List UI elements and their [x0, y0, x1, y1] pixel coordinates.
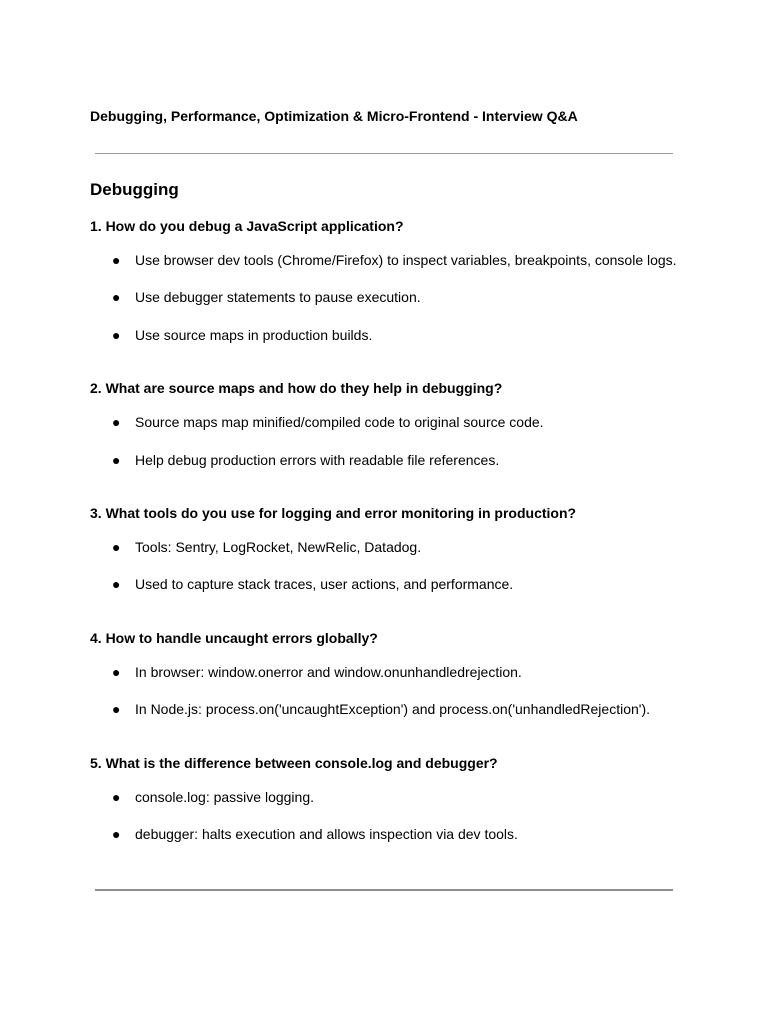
answer-bullet-3-2 — [112, 576, 513, 593]
bullet-text: Source maps map minified/compiled code to original source code. — [135, 414, 544, 430]
answer-bullet-5-1 — [112, 789, 314, 806]
answer-bullet-4-1 — [112, 664, 522, 681]
bullet-icon: ● — [112, 252, 121, 268]
bullet-text: console.log: passive logging. — [135, 789, 315, 805]
bullet-icon: ● — [112, 539, 121, 555]
bullet-icon: ● — [112, 452, 121, 468]
document-title: Debugging, Performance, Optimization & Micro-Frontend - Interview Q&A — [90, 108, 578, 124]
bullet-icon: ● — [112, 289, 121, 305]
bullet-icon: ● — [112, 576, 121, 592]
bullet-text: In Node.js: process.on('uncaughtException') and process.on('unhandledRejection'). — [135, 701, 650, 717]
answer-bullet-2-1 — [112, 414, 544, 431]
bullet-text: Used to capture stack traces, user actions, and performance. — [135, 576, 514, 592]
section-heading-debugging: Debugging — [90, 180, 179, 199]
horizontal-divider-bottom — [95, 889, 673, 891]
bullet-text: Use source maps in production builds. — [135, 327, 373, 343]
answer-bullet-1-2 — [112, 289, 421, 306]
bullet-text: debugger: halts execution and allows inspection via dev tools. — [135, 826, 518, 842]
answer-bullet-4-2 — [112, 701, 650, 718]
bullet-text: Help debug production errors with readable file references. — [135, 452, 500, 468]
answer-bullet-2-2 — [112, 452, 499, 469]
bullet-icon: ● — [112, 327, 121, 343]
bullet-icon: ● — [112, 664, 121, 680]
question-2: 2. What are source maps and how do they help in debugging? — [90, 380, 503, 396]
bullet-icon: ● — [112, 701, 121, 717]
answer-bullet-1-3 — [112, 327, 372, 344]
horizontal-divider-top — [95, 153, 673, 154]
question-1: 1. How do you debug a JavaScript application? — [90, 218, 404, 234]
bullet-icon: ● — [112, 789, 121, 805]
bullet-text: Use browser dev tools (Chrome/Firefox) to inspect variables, breakpoints, console logs. — [135, 252, 677, 268]
bullet-icon: ● — [112, 826, 121, 842]
bullet-text: Tools: Sentry, LogRocket, NewRelic, Datadog. — [135, 539, 422, 555]
bullet-icon: ● — [112, 414, 121, 430]
question-5: 5. What is the difference between console.log and debugger? — [90, 755, 498, 771]
bullet-text: Use debugger statements to pause execution. — [135, 289, 421, 305]
question-4: 4. How to handle uncaught errors globally? — [90, 630, 378, 646]
answer-bullet-3-1 — [112, 539, 421, 556]
bullet-text: In browser: window.onerror and window.onunhandledrejection. — [135, 664, 522, 680]
answer-bullet-1-1 — [112, 252, 677, 269]
question-3: 3. What tools do you use for logging and error monitoring in production? — [90, 505, 577, 521]
answer-bullet-5-2 — [112, 826, 518, 843]
